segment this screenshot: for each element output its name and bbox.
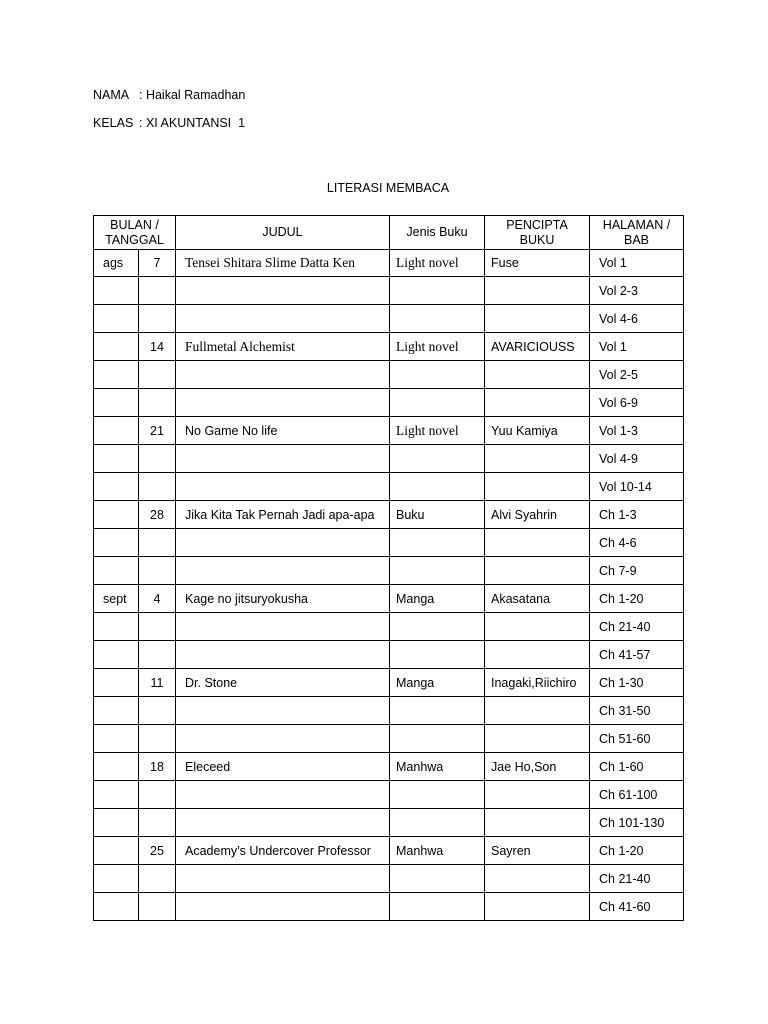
- table-row: [94, 333, 684, 361]
- cell-jenis-buku-text: Light novel: [396, 422, 459, 438]
- cell-halaman: [590, 809, 684, 837]
- cell-pencipta: [485, 669, 590, 697]
- cell-tanggal: [139, 445, 176, 473]
- table-row: [94, 725, 684, 753]
- cell-tanggal: [139, 557, 176, 585]
- cell-pencipta-text: Fuse: [491, 256, 519, 270]
- header-judul: JUDUL: [176, 216, 390, 250]
- cell-pencipta-text: Sayren: [491, 843, 531, 858]
- table-row: [94, 753, 684, 781]
- cell-halaman-text: Ch 31-50: [599, 703, 651, 718]
- cell-bulan: [94, 529, 139, 557]
- cell-jenis-buku: [390, 389, 485, 417]
- cell-jenis-buku: [390, 641, 485, 669]
- cell-jenis-buku: [390, 725, 485, 753]
- cell-halaman-text: Vol 4-9: [599, 451, 638, 466]
- cell-judul-text: Kage no jitsuryokusha: [185, 591, 308, 606]
- cell-halaman: [590, 277, 684, 305]
- header-halaman-bab: [590, 216, 684, 250]
- cell-bulan: [94, 361, 139, 389]
- cell-tanggal: [139, 613, 176, 641]
- table-row: [94, 250, 684, 277]
- cell-bulan: [94, 753, 139, 781]
- cell-judul: [176, 697, 390, 725]
- cell-halaman: [590, 445, 684, 473]
- cell-jenis-buku: [390, 473, 485, 501]
- cell-pencipta-text: Jae Ho,Son: [491, 759, 557, 774]
- cell-bulan: [94, 725, 139, 753]
- cell-halaman: [590, 865, 684, 893]
- cell-tanggal: [139, 809, 176, 837]
- cell-tanggal-text: 7: [153, 256, 161, 270]
- cell-pencipta: [485, 250, 590, 277]
- cell-bulan: [94, 893, 139, 921]
- cell-pencipta: [485, 613, 590, 641]
- cell-tanggal: [139, 277, 176, 305]
- cell-jenis-buku: [390, 501, 485, 529]
- cell-bulan: [94, 641, 139, 669]
- cell-halaman: [590, 585, 684, 613]
- table-row: [94, 305, 684, 333]
- cell-bulan: [94, 669, 139, 697]
- cell-tanggal: [139, 585, 176, 613]
- cell-halaman-text: Ch 41-60: [599, 899, 651, 914]
- table-row: [94, 865, 684, 893]
- cell-bulan: [94, 389, 139, 417]
- cell-judul: [176, 669, 390, 697]
- cell-judul: [176, 473, 390, 501]
- cell-jenis-buku-text: Buku: [396, 507, 425, 522]
- table-row: [94, 809, 684, 837]
- cell-jenis-buku: [390, 781, 485, 809]
- cell-halaman: [590, 893, 684, 921]
- cell-bulan: [94, 865, 139, 893]
- cell-halaman: [590, 417, 684, 445]
- cell-pencipta: [485, 445, 590, 473]
- student-name-line: [93, 88, 245, 102]
- cell-judul: [176, 585, 390, 613]
- table-row: [94, 557, 684, 585]
- table-row: [94, 697, 684, 725]
- cell-tanggal: [139, 753, 176, 781]
- cell-halaman-text: Ch 21-40: [599, 619, 651, 634]
- cell-judul: [176, 893, 390, 921]
- cell-judul: [176, 725, 390, 753]
- header-pencipta-buku: [485, 216, 590, 250]
- cell-halaman-text: Ch 1-20: [599, 591, 644, 606]
- cell-halaman: [590, 473, 684, 501]
- header-jenis-buku: Jenis Buku: [390, 216, 485, 250]
- cell-jenis-buku-text: Manga: [396, 675, 435, 690]
- cell-tanggal: [139, 725, 176, 753]
- cell-jenis-buku: [390, 613, 485, 641]
- cell-tanggal: [139, 333, 176, 361]
- cell-pencipta-text: AVARICIOUSS: [491, 339, 575, 354]
- cell-halaman-text: Vol 1: [599, 256, 627, 270]
- header-bulan-tanggal: [94, 216, 176, 250]
- cell-pencipta: [485, 697, 590, 725]
- cell-halaman-text: Vol 4-6: [599, 311, 638, 326]
- cell-judul-text: Jika Kita Tak Pernah Jadi apa-apa: [185, 507, 375, 522]
- cell-bulan: [94, 305, 139, 333]
- cell-pencipta: [485, 333, 590, 361]
- cell-halaman-text: Vol 1: [599, 339, 627, 354]
- cell-tanggal: [139, 781, 176, 809]
- cell-halaman: [590, 613, 684, 641]
- table-row: [94, 781, 684, 809]
- cell-judul-text: Academy’s Undercover Professor: [185, 843, 371, 858]
- cell-tanggal: [139, 865, 176, 893]
- table-row: [94, 837, 684, 865]
- cell-halaman-text: Ch 1-20: [599, 843, 644, 858]
- cell-halaman-text: Vol 6-9: [599, 395, 638, 410]
- cell-jenis-buku-text: Manhwa: [396, 759, 444, 774]
- cell-halaman-text: Vol 2-5: [599, 367, 638, 382]
- table-header-row: [94, 216, 684, 250]
- cell-judul: [176, 361, 390, 389]
- table-row: [94, 641, 684, 669]
- cell-bulan: [94, 613, 139, 641]
- cell-pencipta: [485, 641, 590, 669]
- cell-pencipta: [485, 893, 590, 921]
- cell-halaman-text: Ch 41-57: [599, 647, 651, 662]
- cell-halaman-text: Ch 1-3: [599, 507, 637, 522]
- cell-jenis-buku: [390, 585, 485, 613]
- cell-judul: [176, 529, 390, 557]
- cell-jenis-buku-text: Light novel: [396, 255, 459, 270]
- header-bulan-line2: TANGGAL: [105, 232, 164, 247]
- cell-tanggal-text: 4: [153, 591, 161, 606]
- cell-judul: [176, 809, 390, 837]
- cell-halaman: [590, 697, 684, 725]
- cell-jenis-buku: [390, 305, 485, 333]
- cell-judul: [176, 557, 390, 585]
- cell-bulan-text: ags: [103, 256, 124, 270]
- cell-judul: [176, 389, 390, 417]
- cell-pencipta: [485, 585, 590, 613]
- cell-pencipta: [485, 417, 590, 445]
- cell-judul-text: No Game No life: [185, 423, 278, 438]
- cell-halaman: [590, 753, 684, 781]
- cell-pencipta-text: Alvi Syahrin: [491, 507, 557, 522]
- cell-pencipta-text: Akasatana: [491, 591, 551, 606]
- cell-bulan: [94, 781, 139, 809]
- cell-bulan: [94, 585, 139, 613]
- cell-jenis-buku: [390, 445, 485, 473]
- cell-judul-text: Eleceed: [185, 759, 231, 774]
- cell-tanggal-text: 21: [150, 423, 164, 438]
- cell-jenis-buku: [390, 865, 485, 893]
- cell-bulan: [94, 277, 139, 305]
- cell-pencipta-text: Yuu Kamiya: [491, 423, 558, 438]
- table-row: [94, 445, 684, 473]
- cell-bulan-text: sept: [103, 591, 127, 606]
- cell-bulan: [94, 333, 139, 361]
- cell-jenis-buku: [390, 333, 485, 361]
- cell-pencipta: [485, 277, 590, 305]
- cell-judul-text: Dr. Stone: [185, 675, 238, 690]
- cell-judul: [176, 445, 390, 473]
- cell-bulan: [94, 697, 139, 725]
- cell-tanggal-text: 11: [150, 675, 164, 690]
- cell-halaman: [590, 725, 684, 753]
- cell-tanggal: [139, 361, 176, 389]
- cell-bulan: [94, 473, 139, 501]
- table-row: [94, 613, 684, 641]
- cell-halaman: [590, 501, 684, 529]
- cell-judul: [176, 305, 390, 333]
- cell-jenis-buku: [390, 557, 485, 585]
- cell-tanggal: [139, 417, 176, 445]
- cell-halaman-text: Ch 61-100: [599, 787, 658, 802]
- cell-pencipta: [485, 753, 590, 781]
- cell-jenis-buku: [390, 753, 485, 781]
- cell-jenis-buku-text: Manhwa: [396, 843, 444, 858]
- cell-jenis-buku: [390, 250, 485, 277]
- cell-tanggal-text: 25: [150, 843, 164, 858]
- cell-judul: [176, 613, 390, 641]
- cell-halaman-text: Ch 1-60: [599, 759, 644, 774]
- cell-tanggal: [139, 250, 176, 277]
- cell-halaman: [590, 837, 684, 865]
- header-halaman-line2: BAB: [623, 232, 649, 247]
- cell-judul: [176, 277, 390, 305]
- cell-bulan: [94, 557, 139, 585]
- header-bulan-line1: BULAN /: [110, 217, 159, 232]
- cell-bulan: [94, 417, 139, 445]
- cell-pencipta: [485, 781, 590, 809]
- cell-tanggal: [139, 529, 176, 557]
- student-class-line: [93, 116, 245, 130]
- cell-pencipta: [485, 725, 590, 753]
- cell-halaman: [590, 781, 684, 809]
- table-row: [94, 893, 684, 921]
- table-row: [94, 361, 684, 389]
- cell-halaman: [590, 557, 684, 585]
- cell-halaman-text: Vol 2-3: [599, 283, 638, 298]
- cell-judul: [176, 417, 390, 445]
- cell-jenis-buku: [390, 893, 485, 921]
- cell-judul: [176, 333, 390, 361]
- table-row: [94, 417, 684, 445]
- cell-jenis-buku: [390, 529, 485, 557]
- document-title: LITERASI MEMBACA: [326, 181, 450, 195]
- cell-halaman-text: Vol 10-14: [599, 479, 652, 494]
- cell-pencipta: [485, 557, 590, 585]
- cell-bulan: [94, 809, 139, 837]
- cell-tanggal: [139, 473, 176, 501]
- cell-judul: [176, 781, 390, 809]
- cell-halaman-text: Ch 21-40: [599, 871, 651, 886]
- cell-tanggal-text: 14: [150, 339, 164, 354]
- cell-tanggal: [139, 669, 176, 697]
- cell-judul: [176, 641, 390, 669]
- cell-pencipta: [485, 529, 590, 557]
- cell-jenis-buku-text: Light novel: [396, 338, 459, 354]
- cell-tanggal: [139, 837, 176, 865]
- cell-tanggal: [139, 697, 176, 725]
- cell-halaman: [590, 641, 684, 669]
- cell-jenis-buku: [390, 669, 485, 697]
- cell-pencipta-text: Inagaki,Riichiro: [491, 675, 577, 690]
- cell-jenis-buku: [390, 809, 485, 837]
- cell-judul: [176, 753, 390, 781]
- nama-value: : Haikal Ramadhan: [139, 88, 246, 102]
- cell-pencipta: [485, 809, 590, 837]
- cell-halaman-text: Ch 101-130: [599, 815, 665, 830]
- cell-pencipta: [485, 501, 590, 529]
- cell-pencipta: [485, 865, 590, 893]
- cell-halaman: [590, 305, 684, 333]
- cell-judul: [176, 501, 390, 529]
- cell-judul: [176, 837, 390, 865]
- cell-jenis-buku: [390, 837, 485, 865]
- cell-tanggal-text: 18: [150, 759, 164, 774]
- cell-tanggal: [139, 389, 176, 417]
- table-row: [94, 585, 684, 613]
- cell-bulan: [94, 837, 139, 865]
- table-row: [94, 529, 684, 557]
- table-row: [94, 389, 684, 417]
- cell-tanggal-text: 28: [150, 507, 164, 522]
- nama-label: NAMA: [93, 88, 130, 102]
- cell-judul-text: Fullmetal Alchemist: [185, 338, 295, 354]
- cell-halaman-text: Ch 51-60: [599, 731, 651, 746]
- cell-halaman-text: Ch 4-6: [599, 535, 637, 550]
- cell-halaman: [590, 250, 684, 277]
- cell-jenis-buku: [390, 277, 485, 305]
- cell-jenis-buku: [390, 697, 485, 725]
- cell-judul-text: Tensei Shitara Slime Datta Ken: [185, 255, 356, 270]
- cell-halaman-text: Ch 7-9: [599, 563, 637, 578]
- cell-pencipta: [485, 473, 590, 501]
- cell-pencipta: [485, 305, 590, 333]
- kelas-label: KELAS: [93, 116, 134, 130]
- table-row: [94, 277, 684, 305]
- cell-tanggal: [139, 641, 176, 669]
- table-row: [94, 669, 684, 697]
- header-halaman-line1: HALAMAN /: [602, 217, 671, 232]
- cell-pencipta: [485, 389, 590, 417]
- cell-tanggal: [139, 501, 176, 529]
- kelas-value: : XI AKUNTANSI 1: [139, 116, 246, 130]
- cell-bulan: [94, 250, 139, 277]
- cell-halaman: [590, 361, 684, 389]
- cell-jenis-buku-text: Manga: [396, 591, 435, 606]
- cell-halaman: [590, 333, 684, 361]
- cell-halaman: [590, 669, 684, 697]
- cell-jenis-buku: [390, 361, 485, 389]
- cell-pencipta: [485, 361, 590, 389]
- header-pencipta-line1: PENCIPTA: [506, 217, 568, 232]
- cell-bulan: [94, 445, 139, 473]
- cell-halaman: [590, 389, 684, 417]
- cell-pencipta: [485, 837, 590, 865]
- cell-judul: [176, 250, 390, 277]
- table-row: [94, 501, 684, 529]
- cell-tanggal: [139, 305, 176, 333]
- cell-bulan: [94, 501, 139, 529]
- cell-jenis-buku: [390, 417, 485, 445]
- header-pencipta-line2: BUKU: [519, 232, 555, 247]
- cell-halaman-text: Vol 1-3: [599, 423, 638, 438]
- cell-halaman-text: Ch 1-30: [599, 675, 644, 690]
- cell-halaman: [590, 529, 684, 557]
- cell-tanggal: [139, 893, 176, 921]
- table-row: [94, 473, 684, 501]
- reading-log-table: [93, 215, 684, 921]
- cell-judul: [176, 865, 390, 893]
